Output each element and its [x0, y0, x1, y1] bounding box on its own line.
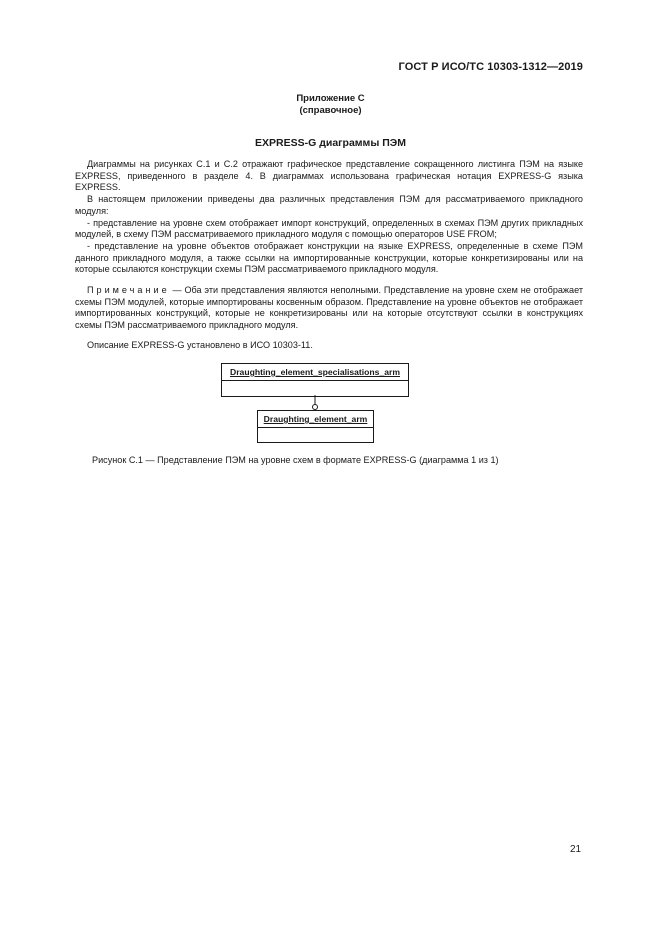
note-text: [75, 285, 583, 332]
paragraph-2: В настоящем приложении приведены два различных представления ПЭМ для рассматриваемого прикладного модуля:: [75, 194, 583, 216]
schema-name-element: Draughting_element_arm: [258, 411, 373, 428]
note-label: Примечание: [87, 285, 170, 295]
paragraph-1: Диаграммы на рисунках С.1 и С.2 отражают графическое представление сокращенного листинга ПЭМ на языке EXPRESS, приведенного в разделе 4. В диаграммах использована графическая нотация EXPRESS-G языка EXPRESS.: [75, 159, 583, 193]
intro-text: [75, 159, 583, 276]
paragraph-4: - представление на уровне объектов отображает конструкции на языке EXPRESS, определенные в схеме ПЭМ данного прикладного модуля, а также ссылки на импортированные конструкции, которые конкретизированы или на которые ссылаются конструкции схемы ПЭМ рассматриваемого прикладного модуля.: [75, 240, 583, 275]
figure-caption: Рисунок С.1 — Представление ПЭМ на уровне схем в формате EXPRESS-G (диаграмма 1 из 1): [92, 455, 499, 465]
page-number: 21: [570, 844, 582, 855]
use-from-connector: [310, 395, 322, 411]
note-body: — Оба эти представления являются неполными. Представление на уровне схем не отображает схемы ПЭМ модулей, которые импортированы косвенным образом. Представление на уровне объектов не отображает импортированных конструкций, которые не конкретизированы или на которые отсутствуют ссылки в конструкциях схемы ПЭМ рассматриваемого прикладного модуля.: [75, 285, 583, 331]
schema-name-specialisations: Draughting_element_specialisations_arm: [222, 364, 408, 381]
reference-text: [75, 340, 583, 352]
note-paragraph: [75, 285, 583, 332]
document-header: ГОСТ Р ИСО/ТС 10303-1312—2019: [398, 61, 583, 73]
paragraph-3: - представление на уровне схем отображает импорт конструкций, определенных в схемах ПЭМ других прикладных модулей, в схему ПЭМ рассматриваемого прикладного модуля с помощью операторов USE FROM;: [75, 217, 583, 240]
section-title: EXPRESS-G диаграммы ПЭМ: [255, 137, 406, 149]
schema-box-specialisations: [221, 363, 409, 397]
annex-kind: (справочное): [299, 105, 362, 116]
paragraph-5: Описание EXPRESS-G установлено в ИСО 10303-11.: [87, 340, 313, 350]
connector-circle-icon: [313, 405, 318, 410]
annex-title: Приложение С: [296, 93, 365, 104]
schema-box-element: [257, 410, 374, 443]
